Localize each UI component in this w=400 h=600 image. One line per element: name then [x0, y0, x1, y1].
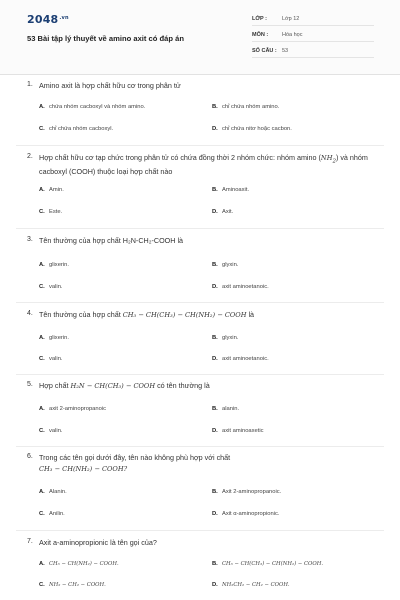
question-number: 2. [27, 153, 33, 160]
divider [16, 228, 384, 229]
page-header [0, 0, 400, 75]
question-number: 6. [27, 453, 33, 460]
option-b[interactable]: B. glyxin. [212, 262, 239, 268]
meta-count-row [252, 46, 374, 58]
logo-text: 2048 [27, 13, 59, 26]
option-a[interactable]: A. axit 2-aminopropanoic [39, 406, 107, 412]
meta-key: LỚP : [252, 16, 267, 22]
option-b[interactable]: B. chỉ chứa nhóm amino. [212, 104, 280, 110]
option-c[interactable]: C. Este. [39, 209, 63, 215]
meta-class-row [252, 14, 374, 26]
option-b[interactable]: B. Aminoaxit. [212, 187, 250, 193]
option-a[interactable]: A. Amin. [39, 187, 64, 193]
divider [16, 446, 384, 447]
option-d[interactable]: D. axit aminoetanoic. [212, 356, 269, 362]
question-text: Tên thường của hợp chất H₂N-CH₂-COOH là [39, 236, 184, 245]
option-b[interactable]: B. glyxin. [212, 335, 239, 341]
option-c[interactable]: C. chỉ chứa nhóm cacboxyl. [39, 126, 114, 132]
question-number: 4. [27, 310, 33, 317]
question-text: Hợp chất H₂N − CH(CH₃) − COOH có tên thường là [39, 381, 210, 390]
meta-key: SỐ CÂU : [252, 48, 277, 54]
option-d[interactable]: D. chỉ chứa nitơ hoặc cacbon. [212, 126, 292, 132]
question-text: Amino axit là hợp chất hữu cơ trong phân tử [39, 81, 181, 90]
question-number: 5. [27, 381, 33, 388]
option-b[interactable]: B. Axit 2-aminopropanoic. [212, 489, 282, 495]
page-title: 53 Bài tập lý thuyết về amino axit có đáp án [27, 34, 184, 43]
option-c[interactable]: C. valin. [39, 428, 63, 434]
option-a[interactable]: A. glixerin. [39, 262, 69, 268]
site-logo[interactable] [27, 13, 69, 26]
option-d[interactable]: D. NH₂CH₂ − CH₂ − COOH. [212, 582, 290, 588]
divider [16, 145, 384, 146]
option-d[interactable]: D. axit aminoetanoic. [212, 284, 269, 290]
meta-value: Lớp 12 [282, 16, 300, 22]
question-number: 3. [27, 236, 33, 243]
option-d[interactable]: D. axit aminoaxetic [212, 428, 264, 434]
meta-value: Hóa học [282, 32, 303, 38]
option-c[interactable]: C. valin. [39, 356, 63, 362]
meta-key: MÔN : [252, 32, 269, 38]
option-b[interactable]: B. CH₃ − CH(CH₃) − CH(NH₂) − COOH. [212, 561, 324, 567]
logo-domain: .vn [59, 15, 69, 21]
divider [16, 374, 384, 375]
meta-value: 53 [282, 48, 289, 54]
option-a[interactable]: A. Alanin. [39, 489, 67, 495]
option-a[interactable]: A. chứa nhóm cacboxyl và nhóm amino. [39, 104, 146, 110]
option-c[interactable]: C. NH₂ − CH₂ − COOH. [39, 582, 106, 588]
question-text: Trong các tên gọi dưới đây, tên nào không phù hợp với chất CH₃ − CH(NH₂) − COOH? [39, 453, 231, 473]
option-d[interactable]: D. Axit. [212, 209, 234, 215]
question-text: Tên thường của hợp chất CH₃ − CH(CH₃) − CH(NH₂) − COOH là [39, 310, 255, 319]
question-text: Hợp chất hữu cơ tạp chức trong phân tử có chứa đồng thời 2 nhóm chức: nhóm amino $(NH_2)$ và nhóm cacboxyl (COOH) thuộc loại hợp chất nào [39, 153, 368, 176]
divider [16, 302, 384, 303]
meta-subject-row [252, 30, 374, 42]
question-text: Axit a-aminopropionic là tên gọi của? [39, 538, 157, 547]
option-d[interactable]: D. Axit α-aminopropionic. [212, 511, 280, 517]
option-a[interactable]: A. glixerin. [39, 335, 69, 341]
divider [16, 530, 384, 531]
option-c[interactable]: C. valin. [39, 284, 63, 290]
question-number: 1. [27, 81, 33, 88]
bottom-fade [0, 592, 400, 600]
option-b[interactable]: B. alanin. [212, 406, 240, 412]
option-a[interactable]: A. CH₃ − CH(NH₂) − COOH. [39, 561, 119, 567]
question-number: 7. [27, 538, 33, 545]
option-c[interactable]: C. Anilin. [39, 511, 65, 517]
